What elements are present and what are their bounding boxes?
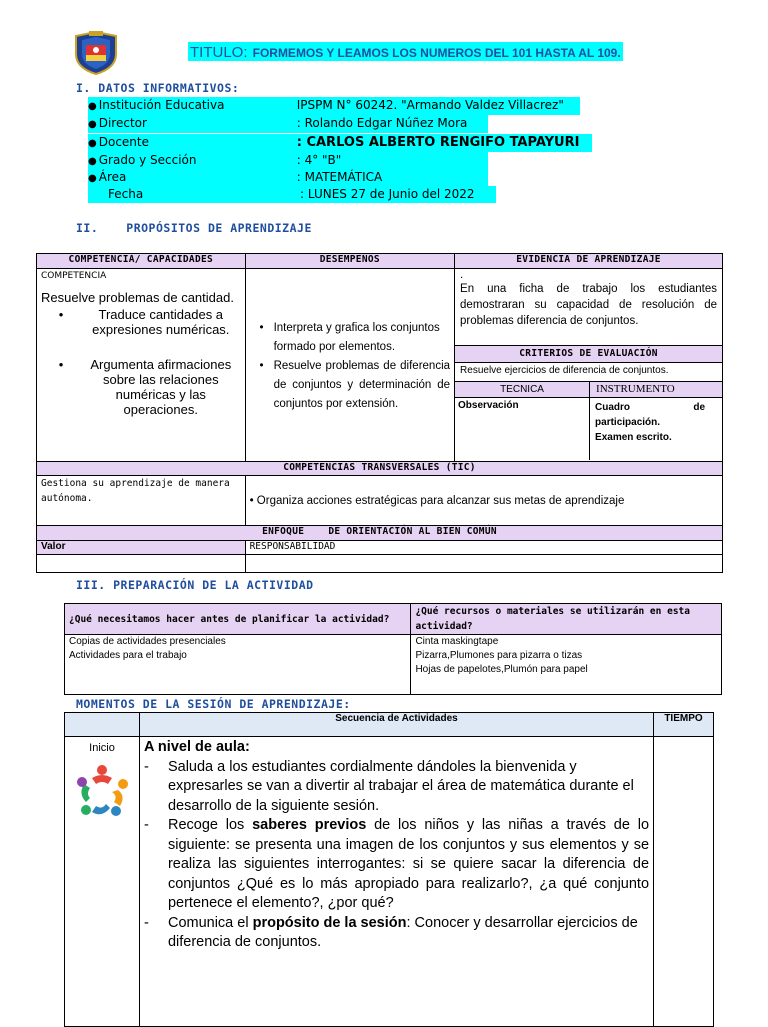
info-value: : 4° "B"	[296, 153, 342, 167]
answer-recursos	[411, 635, 722, 695]
info-label: Institución Educativa	[98, 98, 225, 112]
info-label: Director	[98, 116, 147, 130]
nivel-heading: A nivel de aula:	[143, 739, 250, 755]
section-momentos-heading: MOMENTOS DE LA SESIÓN DE APRENDIZAJE:	[76, 697, 351, 711]
col-header-desempenos: DESEMPEÑOS	[245, 254, 454, 269]
evidencia-dot: .	[460, 269, 464, 281]
info-row-director: ● Director : Rolando Edgar Núñez Mora	[88, 115, 488, 132]
info-value: : MATEMÁTICA	[296, 170, 383, 184]
info-value: : LUNES 27 de Junio del 2022	[300, 187, 475, 201]
info-row-area: ● Área : MATEMÁTICA	[88, 169, 488, 186]
valor-value: RESPONSABILIDAD	[245, 541, 722, 555]
preparacion-table	[64, 603, 722, 695]
info-label: Área	[98, 170, 127, 184]
evidencia-cell	[455, 269, 723, 462]
section-title: PROPÓSITOS DE APRENDIZAJE	[126, 221, 312, 235]
col-header-evidencia: EVIDENCIA DE APRENDIZAJE	[455, 254, 723, 269]
capacidad-item: • Traduce cantidades a expresiones numéricas.	[58, 307, 230, 337]
propositos-table	[36, 253, 723, 573]
question-preparacion: ¿Qué necesitamos hacer antes de planificar la actividad?	[65, 604, 411, 635]
competencia-cell	[37, 269, 246, 462]
info-row-fecha	[88, 186, 496, 203]
activity-item: - Saluda a los estudiantes cordialmente dándoles la bienvenida y expresarles se van a divertir al trabajar el área de matemática durante el desarrollo de la siguiente sesión.	[143, 758, 634, 814]
activity-item: - Comunica el propósito de la sesión: Conocer y desarrollar ejercicios de diferencia de conjuntos.	[143, 914, 638, 950]
info-value: : CARLOS ALBERTO RENGIFO TAPAYURI	[296, 135, 580, 150]
title-text: FORMEMOS Y LEAMOS LOS NUMEROS DEL 101 HASTA AL 109.	[252, 46, 621, 60]
tecnica-header: TECNICA	[455, 382, 590, 397]
info-label: Docente	[98, 135, 149, 149]
criterios-header: CRITERIOS DE EVALUACIÓN	[455, 345, 722, 363]
question-recursos: ¿Qué recursos o materiales se utilizarán en esta actividad?	[411, 604, 722, 635]
answer-preparacion	[65, 635, 411, 695]
info-value: : Rolando Edgar Núñez Mora	[296, 116, 468, 130]
competencia-title: Resuelve problemas de cantidad.	[41, 290, 234, 305]
valor-label: Valor	[37, 541, 246, 555]
col-header-secuencia: Secuencia de Actividades	[139, 713, 653, 737]
instrumento-value: Examen escrito.	[595, 432, 672, 443]
momentos-table	[64, 712, 714, 1027]
desempenos-cell	[245, 269, 454, 462]
empty-cell	[65, 713, 140, 737]
evidencia-text: En una ficha de trabajo los estudiantes demostraran su capacidad de resolución de problemas diferencia de conjuntos.	[460, 283, 717, 327]
school-logo	[72, 30, 120, 76]
empty-cell	[37, 555, 246, 573]
section-number: II.	[76, 221, 99, 235]
list-item: Cinta maskingtape	[415, 636, 499, 647]
inicio-cell	[65, 737, 140, 1027]
secuencia-cell	[139, 737, 653, 1027]
info-row-docente: ● Docente : CARLOS ALBERTO RENGIFO TAPAYURI	[88, 134, 592, 151]
page-title	[188, 42, 623, 61]
inicio-label: Inicio	[89, 742, 115, 754]
tecnica-value: Observación	[455, 398, 590, 460]
info-value: IPSPM N° 60242. "Armando Valdez Villacrez"	[296, 98, 564, 112]
school-shield-logo-icon	[72, 30, 120, 76]
empty-cell	[245, 555, 722, 573]
transversales-header: COMPETENCIAS TRANSVERSALES (TIC)	[37, 462, 723, 476]
section-preparacion-heading: III. PREPARACIÓN DE LA ACTIVIDAD	[76, 578, 314, 592]
competencia-label: COMPETENCIA	[41, 271, 107, 281]
col-header-tiempo: TIEMPO	[654, 713, 714, 737]
section-datos-heading: I. DATOS INFORMATIVOS:	[76, 81, 240, 95]
activity-item: - Recoge los saberes previos de los niños y las niñas a través de lo siguiente: se presenta una imagen de los conjuntos y sus elementos y se realiza las siguientes interrogantes: si se quiere sacar la diferencia de conjuntos ¿Qué es lo más apropiado para realizarlo?, ¿a qué conjunto pertenece el elemento?, ¿por qué?	[143, 817, 650, 911]
teamwork-people-circle-icon	[74, 764, 130, 820]
list-item: Pizarra,Plumones para pizarra o tizas	[415, 650, 583, 661]
transversal-right: • Organiza acciones estratégicas para alcanzar sus metas de aprendizaje	[245, 476, 722, 526]
list-item: Hojas de papelotes,Plumón para papel	[415, 664, 588, 675]
desempeno-item: • Resuelve problemas de diferencia de conjuntos y determinación de conjuntos por extensión.	[259, 360, 451, 410]
col-header-competencia: COMPETENCIA/ CAPACIDADES	[37, 254, 246, 269]
list-item: Copias de actividades presenciales	[69, 636, 226, 647]
criterio-text: Resuelve ejercicios de diferencia de conjuntos.	[455, 363, 722, 382]
tiempo-cell	[654, 737, 714, 1027]
info-label: Fecha	[108, 187, 144, 201]
title-prefix: TITULO:	[190, 44, 248, 61]
enfoque-header: ENFOQUE DE ORIENTACIÓN AL BIEN COMÚN	[37, 526, 723, 541]
desempeno-item: • Interpreta y grafica los conjuntos formado por elementos.	[259, 322, 440, 353]
info-label: Grado y Sección	[98, 153, 197, 167]
section-propositos-heading	[76, 221, 312, 235]
list-item: Actividades para el trabajo	[69, 650, 187, 661]
instrumento-value: Cuadro de participación.	[595, 402, 706, 428]
instrumento-header: INSTRUMENTO	[590, 382, 722, 397]
capacidad-item: • Argumenta afirmaciones sobre las relaciones numéricas y las operaciones.	[58, 357, 232, 417]
info-row-grado: ● Grado y Sección : 4° "B"	[88, 152, 488, 169]
info-row-institucion: ● Institución Educativa IPSPM N° 60242. "Armando Valdez Villacrez"	[88, 97, 580, 114]
transversal-left: Gestiona su aprendizaje de manera autónoma.	[37, 476, 246, 526]
